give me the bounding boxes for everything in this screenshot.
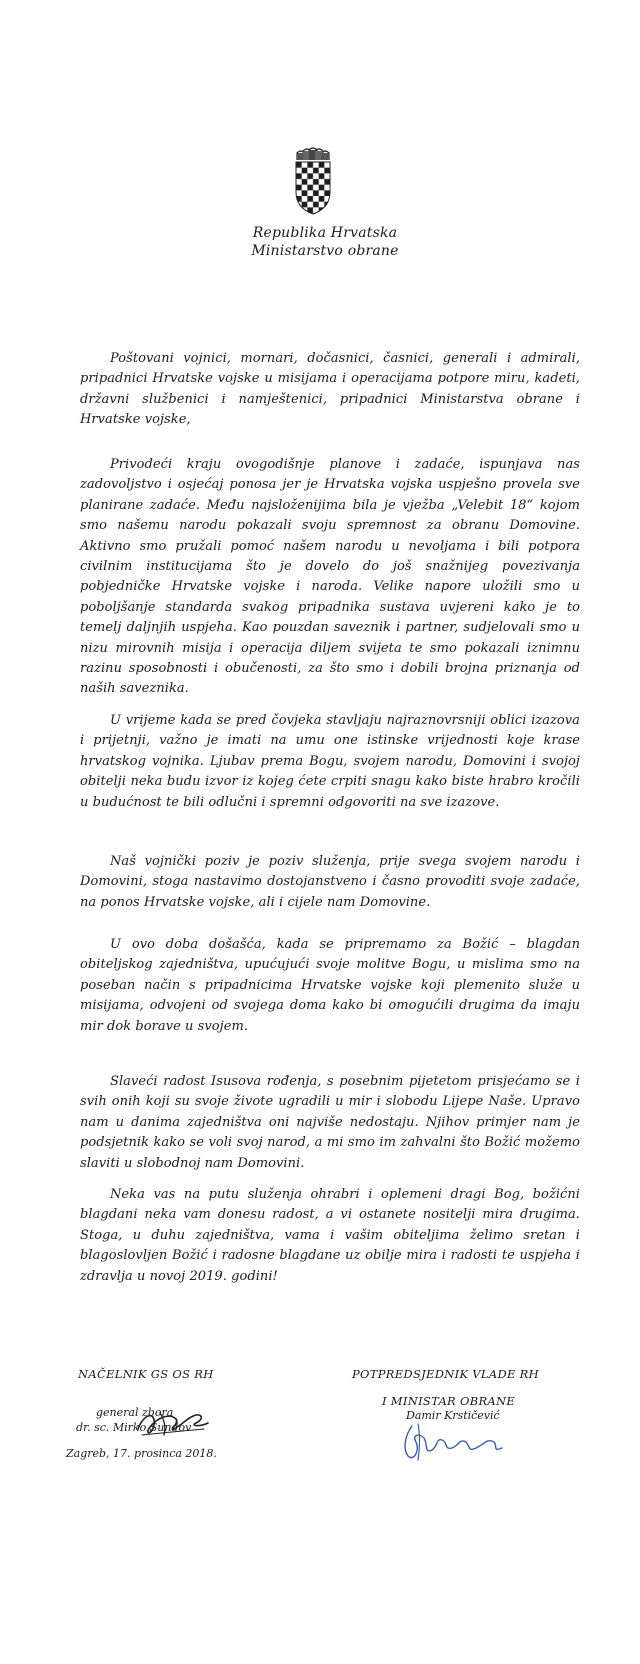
paragraph-text: Naš vojnički poziv je poziv služenja, prije svega svojem narodu i Domovini, stoga nastavimo dostojanstveno i časno provoditi svoje zadaće, na ponos Hrvatske vojske, ali i cijele nam Domovine. <box>80 854 580 910</box>
right-handwritten-signature <box>398 1420 508 1465</box>
left-signatory-name: dr. sc. Mirko Šundov <box>76 1421 192 1434</box>
left-signatory-rank: general zbora <box>96 1406 174 1419</box>
right-signatory-title-line2: I MINISTAR OBRANE <box>382 1394 516 1408</box>
letterhead-republic: Republika Hrvatska <box>252 225 398 241</box>
paragraph-salutation <box>80 349 580 431</box>
paragraph-text: U vrijeme kada se pred čovjeka stavljaju najraznovrsniji oblici izazova i prijetnji, važno je imati na umu one istinske vrijednosti koje krase hrvatskog vojnika. Ljubav prema Bogu, svojem narodu, Domovini i svojoj obitelji neka budu izvor iz kojeg ćete crpiti snagu kako biste hrabro kročili u budućnost te bili odlučni i spremni odgovoriti na sve izazove. <box>80 713 580 810</box>
paragraph-remembrance <box>80 1072 580 1174</box>
letterhead <box>205 224 445 260</box>
paragraph-calling <box>80 852 580 913</box>
paragraph-text: Poštovani vojnici, mornari, dočasnici, časnici, generali i admirali, pripadnici Hrvatske vojske u misijama i operacijama potpore miru, kadeti, državni službenici i namještenici, pripadnici Ministarstva obrane i Hrvatske vojske, <box>80 351 580 428</box>
place-and-date: Zagreb, 17. prosinca 2018. <box>66 1447 217 1460</box>
paragraph-achievements <box>80 455 580 700</box>
right-signatory-title-line1: POTPREDSJEDNIK VLADE RH <box>352 1367 539 1381</box>
right-signatory-name: Damir Krstičević <box>406 1409 500 1422</box>
croatian-coat-of-arms-icon <box>293 146 333 216</box>
paragraph-text: Neka vas na putu služenja ohrabri i oplemeni dragi Bog, božićni blagdani neka vam donesu radost, a vi ostanete nositelji mira drugima. Stoga, u duhu zajedništva, vama i vašim obiteljima želimo sretan i blagoslovljen Božić i radosne blagdane uz obilje mira i radosti te uspjeha i zdravlja u novoj 2019. godini! <box>80 1187 580 1284</box>
paragraph-text: U ovo doba došašća, kada se pripremamo za Božić – blagdan obiteljskog zajedništva, upućujući svoje molitve Bogu, u mislima smo na poseban način s pripadnicima Hrvatske vojske koji plemenito služe u misijama, odvojeni od svojega doma kako bi omogućili drugima da imaju mir dok borave u svojem. <box>80 937 580 1034</box>
left-signatory-title: NAČELNIK GS OS RH <box>78 1367 214 1381</box>
paragraph-advent <box>80 935 580 1037</box>
paragraph-values <box>80 711 580 813</box>
paragraph-text: Slaveći radost Isusova rođenja, s posebnim pijetetom prisjećamo se i svih onih koji su svoje živote ugradili u mir i slobodu Lijepe Naše. Upravo nam u danima zajedništva oni najviše nedostaju. Njihov primjer nam je podsjetnik kako se voli svoj narod, a mi smo im zahvalni što Božić možemo slaviti u slobodnoj nam Domovini. <box>80 1074 580 1171</box>
left-handwritten-signature <box>130 1405 210 1443</box>
paragraph-text: Privodeći kraju ovogodišnje planove i zadaće, ispunjava nas zadovoljstvo i osjećaj ponosa jer je Hrvatska vojska uspješno provela sve planirane zadaće. Među najsloženijima bila je vježba „Velebit 18“ kojom smo našemu narodu pokazali svoju spremnost za obranu Domovine. Aktivno smo pružali pomoć našem narodu u nevoljama i bili potpora civilnim institucijama što je dovelo do još snažnijeg povezivanja pobjedničke Hrvatske vojske i naroda. Velike napore uložili smo u poboljšanje standarda svakog pripadnika sustava uvjereni kako je to temelj daljnjih uspjeha. Kao pouzdan saveznik i partner, sudjelovali smo u nizu mirovnih misija i operacija diljem svijeta te smo pokazali iznimnu razinu sposobnosti i obučenosti, za što smo i dobili brojna priznanja od naših saveznika. <box>80 457 580 697</box>
paragraph-wishes <box>80 1185 580 1287</box>
letterhead-ministry: Ministarstvo obrane <box>251 243 399 259</box>
